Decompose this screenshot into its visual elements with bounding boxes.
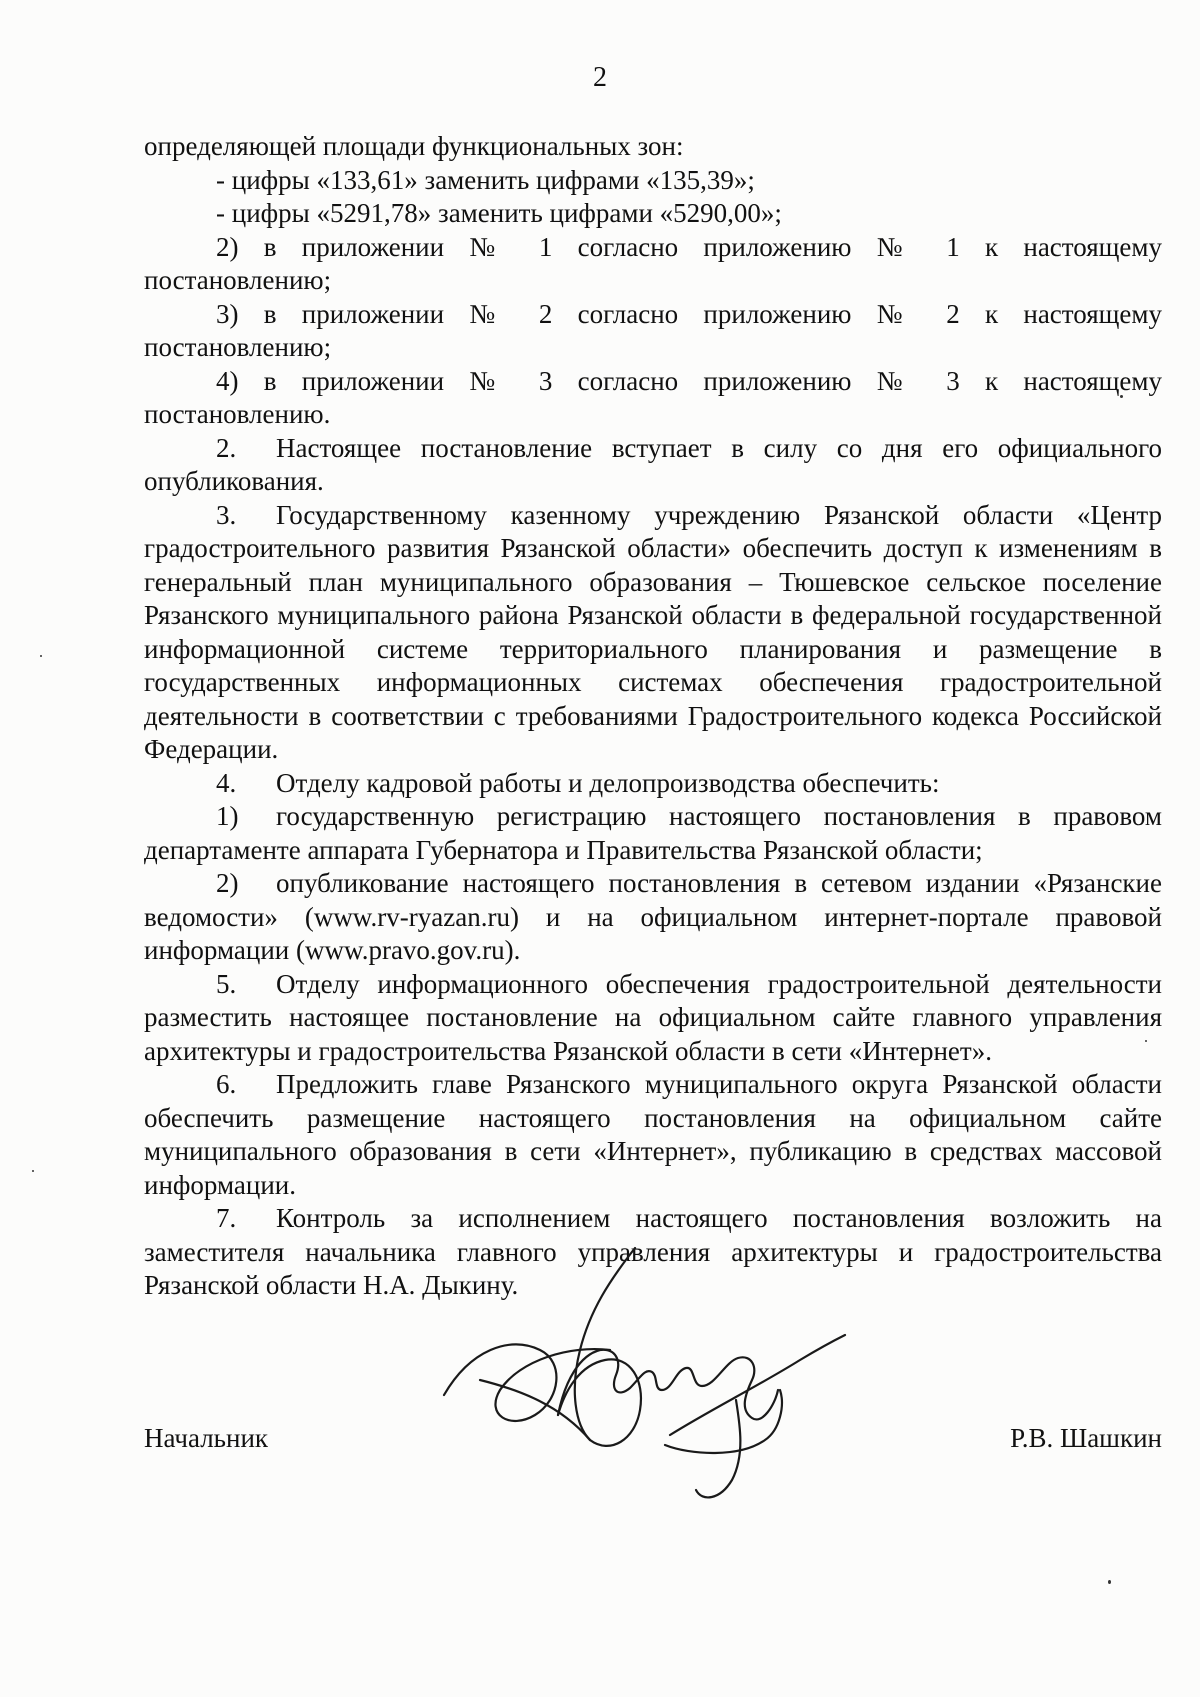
point-text: Государственному казенному учреждению Рязанской области «Центр градостроительного развития Рязанской области» обеспечить доступ к изменениям в генеральный план муниципального образования – Тюшевское сельское поселение Рязанского муниципального района Рязанской области в федеральной государственной информационной системе территориального планирования и размещение в государственных информационных системах обеспечения градостроительной деятельности в соответствии с требованиями Градостроительного кодекса Российской Федерации. [144, 499, 1162, 764]
subitem-line: 4) в приложении № 3 согласно приложению № 3 к настоящему [216, 365, 1162, 396]
point-number: 3. [216, 499, 237, 530]
point-number: 2. [216, 432, 237, 463]
subitem-continuation: постановлению; [144, 332, 332, 362]
point-text: опубликование настоящего постановления в сетевом издании «Рязанские ведомости» (www.rv-ryazan.ru) и на официальном интернет-портале правовой информации (www.pravo.gov.ru). [144, 868, 1162, 965]
subitem-continuation: постановлению. [144, 399, 331, 429]
continued-line: определяющей площади функциональных зон: [144, 131, 684, 161]
point-text: Настоящее постановление вступает в силу со дня его официального опубликования. [144, 432, 1162, 496]
subitem-line: 3) в приложении № 2 согласно приложению № 2 к настоящему [216, 298, 1162, 329]
point-4-2 [144, 867, 1162, 968]
subitem-line: 2) в приложении № 1 согласно приложению № 1 к настоящему [216, 231, 1162, 262]
point-2 [144, 432, 1162, 499]
point-number: 1) [216, 801, 239, 831]
point-6 [144, 1068, 1162, 1202]
point-number: 7. [216, 1203, 237, 1233]
point-text: Предложить главе Рязанского муниципального округа Рязанской области обеспечить размещение настоящего постановления на официальном сайте муниципального образования в сети «Интернет», публикацию в средствах массовой информации. [144, 1069, 1162, 1200]
scan-speck [1120, 395, 1123, 398]
document-body [144, 130, 1162, 1303]
point-text: Контроль за исполнением настоящего постановления возложить на заместителя начальника главного управления архитектуры и градостроительства Рязанской области Н.А. Дыкину. [144, 1203, 1162, 1300]
point-number: 5. [216, 968, 237, 999]
point-text: Отделу кадровой работы и делопроизводства обеспечить: [276, 767, 940, 798]
point-text: Отделу информационного обеспечения градостроительной деятельности разместить настоящее постановление на официальном сайте главного управления архитектуры и градостроительства Рязанской области в сети «Интернет». [144, 968, 1162, 1066]
point-text: государственную регистрацию настоящего постановления в правовом департаменте аппарата Губернатора и Правительства Рязанской области; [144, 801, 1162, 865]
scan-speck [40, 655, 42, 657]
point-4-1 [144, 800, 1162, 867]
page-number: 2 [593, 62, 607, 93]
scan-speck [1108, 1580, 1111, 1584]
point-5 [144, 968, 1162, 1069]
subitem-continuation: постановлению; [144, 265, 332, 295]
point-3 [144, 499, 1162, 767]
scan-speck [32, 1170, 34, 1172]
signatory-name: Р.В. Шашкин [1010, 1423, 1162, 1453]
point-number: 4. [216, 767, 237, 798]
amendment-line: - цифры «5291,78» заменить цифрами «5290,00»; [216, 198, 782, 228]
point-4 [144, 767, 1162, 801]
signatory-title: Начальник [144, 1423, 269, 1453]
scan-speck [1145, 1040, 1147, 1042]
point-number: 2) [216, 868, 239, 898]
point-number: 6. [216, 1069, 237, 1099]
handwritten-signature [440, 1240, 860, 1540]
amendment-line: - цифры «133,61» заменить цифрами «135,39»; [216, 164, 755, 195]
